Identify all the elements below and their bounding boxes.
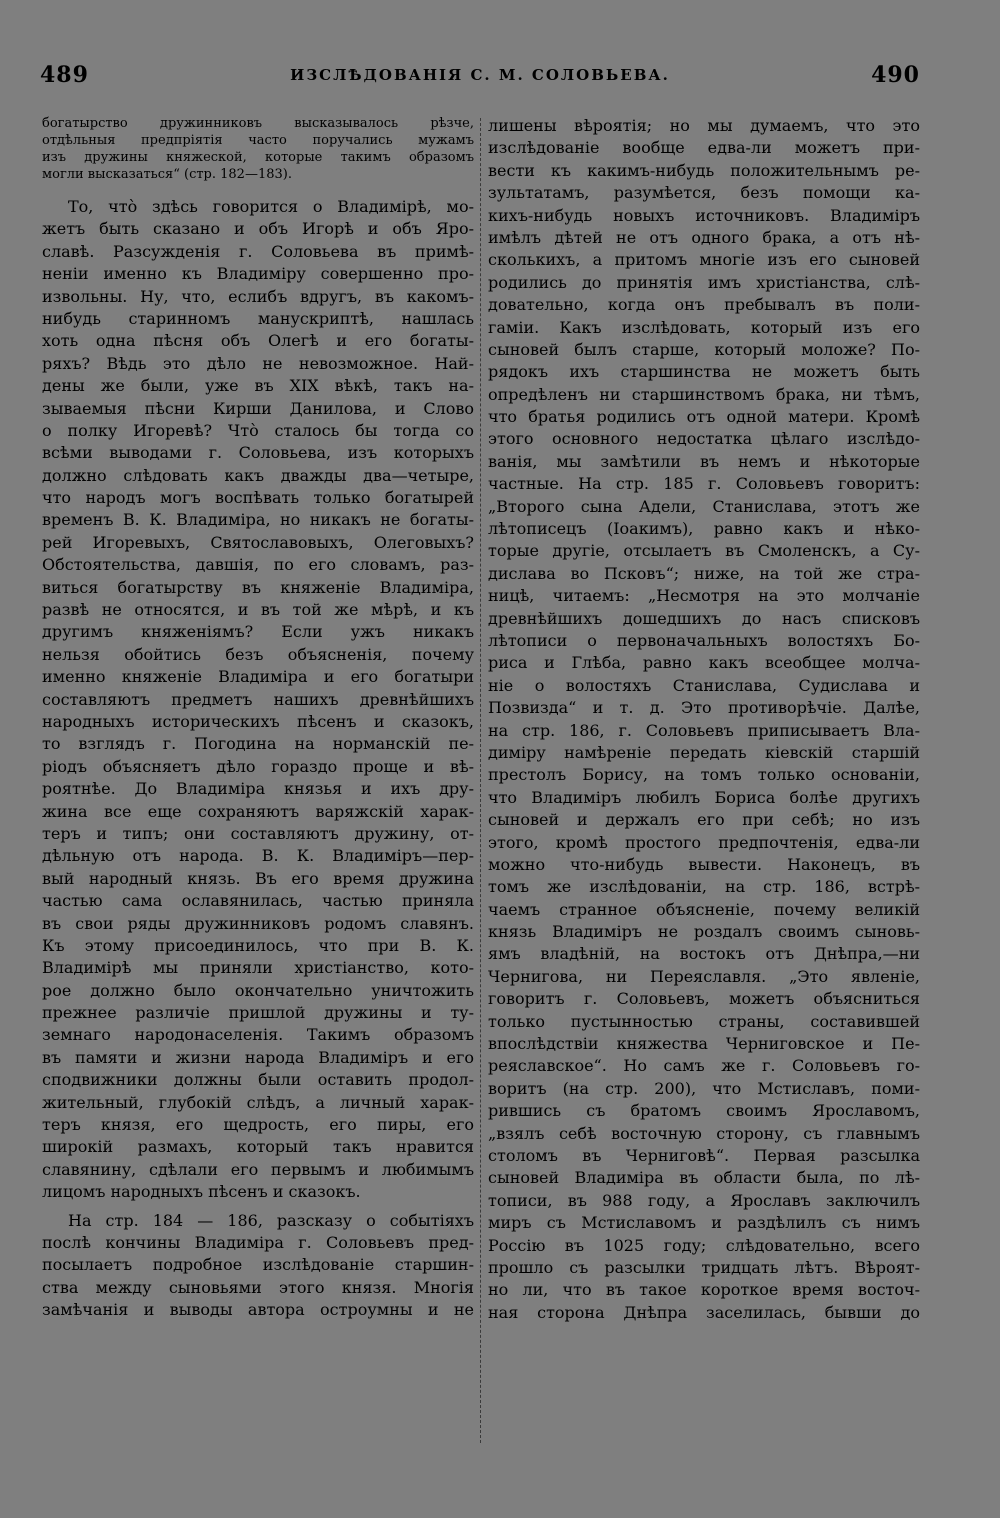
text-line: сыновей Владиміра въ области была, по лѣ- (488, 1168, 920, 1188)
text-line: сподвижники должны были оставить продол- (42, 1070, 474, 1090)
text-line: нибудь старинномъ манускриптѣ, нашлась (42, 308, 474, 328)
column-divider (480, 118, 481, 1443)
text-line: дены же были, уже въ XIX вѣкѣ, такъ на- (42, 376, 474, 396)
left-column (42, 115, 474, 1322)
text-line: именно княженіе Владиміра и его богатыри (42, 667, 474, 687)
text-line: славянину, сдѣлали его первымъ и любимымъ (42, 1159, 474, 1179)
text-line: славѣ. Разсужденія г. Соловьева въ примѣ- (42, 241, 474, 261)
text-line: На стр. 184 — 186, разсказу о событіяхъ (68, 1210, 474, 1230)
paragraph-spacer (42, 183, 474, 196)
text-line: въ свои ряды дружинниковъ родомъ славянъ. (42, 913, 474, 933)
text-line: диміру намѣреніе передать кіевскій старшій (488, 742, 920, 762)
text-line: составляютъ предметъ нашихъ древнѣйшихъ (42, 689, 474, 709)
text-line: кихъ-нибудь новыхъ источниковъ. Владиміръ (488, 205, 920, 225)
text-line: ницѣ, читаемъ: „Несмотря на это молчаніе (488, 586, 920, 606)
text-line: Чернигова, ни Переяславля. „Это явленіе, (488, 966, 920, 986)
text-line: другимъ княженіямъ? Если ужъ никакъ (42, 622, 474, 642)
text-line: торые другіе, отсылаетъ въ Смоленскъ, а Су- (488, 541, 920, 561)
text-line: жетъ быть сказано и объ Игорѣ и объ Яро- (42, 219, 474, 239)
text-line: рей Игоревыхъ, Святославовыхъ, Олеговыхъ? (42, 532, 474, 552)
text-line: послѣ кончины Владиміра г. Соловьевъ пред- (42, 1232, 474, 1252)
text-line: зультатамъ, разумѣется, безъ помощи ка- (488, 183, 920, 203)
text-line: лицомъ народныхъ пѣсенъ и сказокъ. (42, 1182, 361, 1202)
right-page-number: 490 (871, 62, 920, 88)
text-line: что народъ могъ воспѣвать только богатырей (42, 488, 474, 508)
text-line: но ли, что въ такое короткое время восточ- (488, 1280, 920, 1300)
text-line: о полку Игоревѣ? Что̀ сталось бы тогда со (42, 420, 474, 440)
text-line: сыновей былъ старше, который моложе? По- (488, 339, 920, 359)
text-line: могли высказаться“ (стр. 182—183). (42, 167, 292, 182)
text-line: теръ князя, его щедрость, его пиры, его (42, 1115, 474, 1135)
text-line: довательно, когда онъ пребывалъ въ поли- (488, 295, 920, 315)
text-line: чаемъ странное объясненіе, почему великій (488, 899, 920, 919)
text-line: говоритъ г. Соловьевъ, можетъ объясниться (488, 989, 920, 1009)
text-line: только пустынностью страны, составившей (488, 1011, 920, 1031)
text-line: опредѣленъ ни старшинствомъ брака, ни тѣмъ, (488, 384, 920, 404)
text-line: Къ этому присоединилось, что при В. К. (42, 935, 474, 955)
text-line: богатырство дружинниковъ высказывалось рѣзче, (42, 116, 474, 131)
text-line: вести къ какимъ-нибудь положительнымъ ре- (488, 160, 920, 180)
text-line: жина все еще сохраняютъ варяжскій харак- (42, 801, 474, 821)
text-line: рядокъ ихъ старшинства не можетъ быть (488, 362, 920, 382)
text-line: ріодъ объясняетъ дѣло гораздо проще и вѣ- (42, 756, 474, 776)
text-line: прежнее различіе пришлой дружины и ту- (42, 1003, 474, 1023)
text-line: жительный, глубокій слѣдъ, а личный харак- (42, 1092, 474, 1112)
text-line: изслѣдованіе вообще едва-ли можетъ при- (488, 138, 920, 158)
text-line: риса и Глѣба, равно какъ всеобщее молча- (488, 653, 920, 673)
text-line: ямъ владѣній, на востокъ отъ Днѣпра,—ни (488, 944, 920, 964)
text-line: дислава во Псковъ“; ниже, на той же стра- (488, 563, 920, 583)
text-line: реяславское“. Но самъ же г. Соловьевъ го- (488, 1056, 920, 1076)
text-line: „Второго сына Адели, Станислава, этотъ же (488, 496, 920, 516)
text-line: сыновей и держалъ его при себѣ; но изъ (488, 810, 920, 830)
text-line: Россію въ 1025 году; слѣдовательно, всего (488, 1235, 920, 1255)
left-page-number: 489 (40, 62, 89, 88)
text-line: на стр. 186, г. Соловьевъ приписываетъ Вла- (488, 720, 920, 740)
text-line: престолъ Борису, на томъ только основаніи, (488, 765, 920, 785)
paragraph-main-argument (42, 196, 474, 1204)
text-line: посылаетъ подробное изслѣдованіе старшин- (42, 1255, 474, 1275)
text-line: „взялъ себѣ восточную сторону, съ главнымъ (488, 1123, 920, 1143)
text-line: миръ съ Мстиславомъ и раздѣлилъ съ нимъ (488, 1213, 920, 1233)
text-line: что братья родились отъ одной матери. Кромѣ (488, 407, 920, 427)
text-line: рое должно было окончательно уничтожить (42, 980, 474, 1000)
text-line: прошло съ разсылки тридцать лѣтъ. Вѣроят- (488, 1257, 920, 1277)
paragraph-succession (42, 1210, 474, 1322)
text-line: гаміи. Какъ изслѣдовать, который изъ его (488, 317, 920, 337)
text-line: этого, кромѣ простого предпочтенія, едва-ли (488, 832, 920, 852)
text-line: То, что̀ здѣсь говорится о Владимірѣ, мо- (68, 197, 474, 216)
text-line: этого основного недостатка цѣлаго изслѣдо- (488, 429, 920, 449)
text-line: столомъ въ Черниговѣ“. Первая разсылка (488, 1145, 920, 1165)
text-line: развѣ не относятся, и въ той же мѣрѣ, и къ (42, 600, 474, 620)
text-line: Владимірѣ мы приняли христіанство, кото- (42, 958, 474, 978)
text-line: хоть одна пѣсня объ Олегѣ и его богаты- (42, 331, 474, 351)
right-column (488, 115, 920, 1324)
text-line: извольны. Ну, что, еслибъ вдругъ, въ какомъ- (42, 286, 474, 306)
text-line: древнѣйшихъ дошедшихъ до насъ списковъ (488, 608, 920, 628)
text-line: замѣчанія и выводы автора остроумны и не (42, 1300, 474, 1320)
text-line: ная сторона Днѣпра заселилась, бывши до (488, 1302, 920, 1322)
text-line: частные. На стр. 185 г. Соловьевъ говоритъ: (488, 474, 920, 494)
text-line: то взглядъ г. Погодина на норманскій пе- (42, 734, 474, 754)
text-line: князь Владиміръ не роздалъ своимъ сыновь- (488, 922, 920, 942)
text-line: имѣлъ дѣтей не отъ одного брака, а отъ нѣ- (488, 227, 920, 247)
text-line: лѣтописи о первоначальныхъ волостяхъ Бо- (488, 630, 920, 650)
text-line: роятнѣе. До Владиміра князья и ихъ дру- (42, 779, 474, 799)
text-line: можно что-нибудь вывести. Наконецъ, въ (488, 854, 920, 874)
text-line: въ памяти и жизни народа Владиміръ и его (42, 1047, 474, 1067)
text-line: виться богатырству въ княженіе Владиміра, (42, 577, 474, 597)
text-line: должно слѣдовать какъ дважды два—четыре, (42, 465, 474, 485)
paragraph-continuation (488, 115, 920, 1324)
page-header (40, 62, 920, 92)
text-line: всѣми выводами г. Соловьева, изъ которыхъ (42, 443, 474, 463)
text-line: воритъ (на стр. 200), что Мстиславъ, поми- (488, 1078, 920, 1098)
text-line: частью сама ославянилась, частью приняла (42, 891, 474, 911)
text-line: сколькихъ, а притомъ многіе изъ его сыновей (488, 250, 920, 270)
text-line: зываемыя пѣсни Кирши Данилова, и Слово (42, 398, 474, 418)
text-line: Позвизда“ и т. д. Это противорѣчіе. Далѣе, (488, 698, 920, 718)
text-line: ніе о волостяхъ Станислава, Судислава и (488, 675, 920, 695)
text-line: ряхъ? Вѣдь это дѣло не невозможное. Най- (42, 353, 474, 373)
text-line: ства между сыновьями этого князя. Многія (42, 1277, 474, 1297)
text-line: тописи, въ 988 году, а Ярославъ заключилъ (488, 1190, 920, 1210)
text-line: впослѣдствіи княжества Черниговское и Пе- (488, 1034, 920, 1054)
text-line: теръ и типъ; они составляютъ дружину, от- (42, 823, 474, 843)
text-line: народныхъ историческихъ пѣсенъ и сказокъ, (42, 711, 474, 731)
running-head-title: ИЗСЛѢДОВАНІЯ С. М. СОЛОВЬЕВА. (290, 66, 670, 84)
text-line: родились до принятія имъ христіанства, слѣ- (488, 272, 920, 292)
text-line: дѣльную отъ народа. В. К. Владиміръ—пер- (42, 846, 474, 866)
text-line: временъ В. К. Владиміра, но никакъ не богаты- (42, 510, 474, 530)
text-line: рившись съ братомъ своимъ Ярославомъ, (488, 1101, 920, 1121)
text-line: ванія, мы замѣтили въ немъ и нѣкоторые (488, 451, 920, 471)
text-line: изъ дружины княжеской, которые такимъ образомъ (42, 150, 474, 165)
text-line: неніи именно къ Владиміру совершенно про- (42, 264, 474, 284)
text-line: лишены вѣроятія; но мы думаемъ, что это (488, 116, 920, 135)
text-line: нельзя обойтись безъ объясненія, почему (42, 644, 474, 664)
text-line: Обстоятельства, давшія, по его словамъ, раз- (42, 555, 474, 575)
block-quote (42, 115, 474, 183)
text-line: томъ же изслѣдованіи, на стр. 186, встрѣ- (488, 877, 920, 897)
text-line: отдѣльныя предпріятія часто поручались мужамъ (42, 133, 474, 148)
text-line: что Владиміръ любилъ Бориса болѣе другихъ (488, 787, 920, 807)
text-line: широкій размахъ, который такъ нравится (42, 1137, 474, 1157)
text-line: земнаго народонаселенія. Такимъ образомъ (42, 1025, 474, 1045)
text-line: лѣтописецъ (Іоакимъ), равно какъ и нѣко- (488, 519, 920, 539)
text-line: вый народный князь. Въ его время дружина (42, 868, 474, 888)
